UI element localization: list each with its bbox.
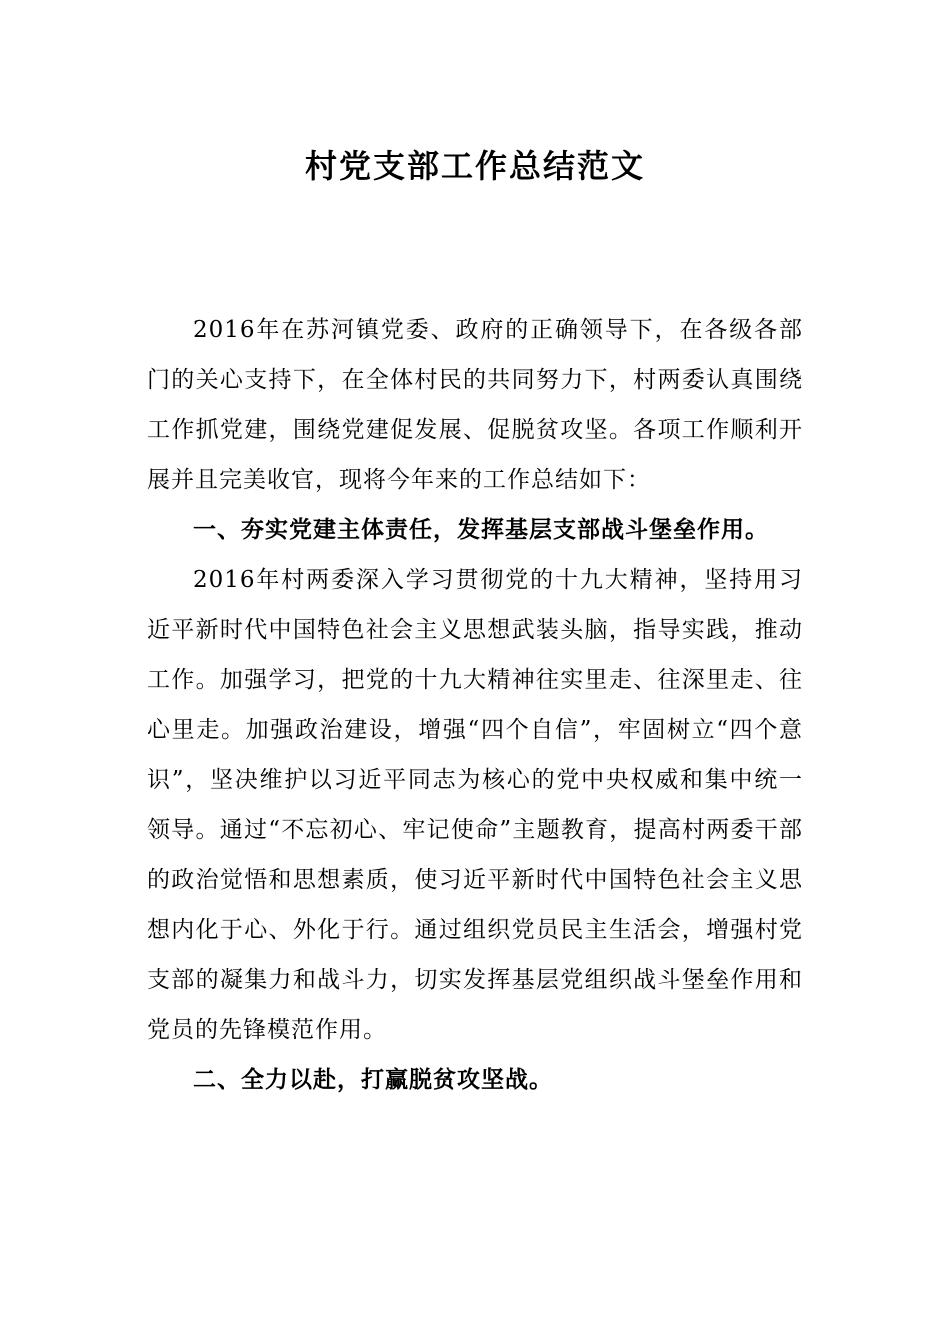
section-1-body: 2016年村两委深入学习贯彻党的十九大精神，坚持用习近平新时代中国特色社会主义思想武装头脑，指导实践，推动工作。加强学习，把党的十九大精神往实里走、往深里走、往心里走。加强政治建设，增强“四个自信”，牢固树立“四个意识”，坚决维护以习近平同志为核心的党中央权威和集中统一领导。通过“不忘初心、牢记使命”主题教育，提高村两委干部的政治觉悟和思想素质，使习近平新时代中国特色社会主义思想内化于心、外化于行。通过组织党员民主生活会，增强村党支部的凝集力和战斗力，切实发挥基层党组织战斗堡垒作用和党员的先锋模范作用。	[147, 567, 803, 1043]
section-2-heading: 二、全力以赴，打赢脱贫攻坚战。	[193, 1066, 553, 1093]
document-title: 村党支部工作总结范文	[304, 147, 645, 185]
intro-paragraph: 2016年在苏河镇党委、政府的正确领导下，在各级各部门的关心支持下，在全体村民的共同努力下，村两委认真围绕工作抓党建，围绕党建促发展、促脱贫攻坚。各项工作顺利开展并且完美收官，现将今年来的工作总结如下：	[147, 317, 803, 493]
section-1-heading: 一、夯实党建主体责任，发挥基层支部战斗堡垒作用。	[193, 516, 769, 543]
document-body	[147, 305, 803, 1105]
